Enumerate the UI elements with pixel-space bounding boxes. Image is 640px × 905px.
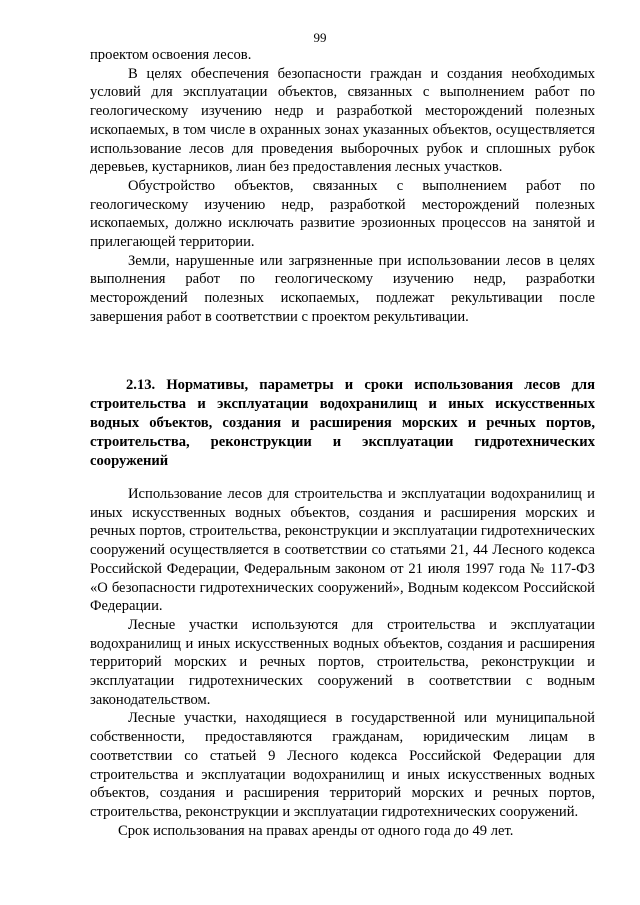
paragraph-lease-term: Срок использования на правах аренды от одного года до 49 лет. bbox=[118, 822, 514, 839]
paragraph-erosion: Обустройство объектов, связанных с выполнением работ по геологическому изучению недр, разработкой месторождений полезных ископаемых, должно исключать развитие эрозионных процессов на занятой и прилегающей территории. bbox=[90, 177, 595, 251]
bottom-section bbox=[90, 485, 595, 840]
top-section bbox=[90, 46, 595, 327]
paragraph-land-provision: Лесные участки, находящиеся в государственной или муниципальной собственности, предоставляются гражданам, юридическим лицам в соответствии со статьей 9 Лесного кодекса Российской Федерации для строительства и эксплуатации водохранилищ и иных искусственных водных объектов, создания и расширения территорий морских и речных портов, строительства, реконструкции и эксплуатации гидротехнических сооружений. bbox=[90, 710, 595, 820]
section-heading-block bbox=[90, 376, 595, 471]
page-number: 99 bbox=[313, 30, 327, 45]
paragraph-recultivation: Земли, нарушенные или загрязненные при использовании лесов в целях выполнения работ по геологическому изучению недр, разработки месторождений полезных ископаемых, подлежат рекультивации после завершения работ в соответствии с проектом рекультивации. bbox=[90, 252, 595, 325]
paragraph-safety-felling: В целях обеспечения безопасности граждан и создания необходимых условий для эксплуатации объектов, связанных с выполнением работ по геологическому изучению недр и разработкой месторождений полезных ископаемых, в том числе в охранных зонах указанных объектов, осуществляется использование лесов для проведения выборочных рубок и сплошных рубок деревьев, кустарников, лиан без предоставления лесных участков. bbox=[90, 65, 595, 176]
paragraph-legal-basis: Использование лесов для строительства и эксплуатации водохранилищ и иных искусственных водных объектов, создания и расширения морских и речных портов, строительства, реконструкции и эксплуатации гидротехнических сооружений осуществляется в соответствии со статьями 21, 44 Лесного кодекса Российской Федерации, Федеральным законом от 21 июля 1997 года № 117-ФЗ «О безопасности гидротехнических сооружений», Водным кодексом Российской Федерации. bbox=[90, 486, 595, 615]
paragraph-water-legislation: Лесные участки используются для строительства и эксплуатации водохранилищ и иных искусственных водных объектов, создания и расширения территорий морских и речных портов, строительства, реконструкции и эксплуатации гидротехнических сооружений в соответствии с водным законодательством. bbox=[90, 616, 595, 708]
paragraph-continuation: проектом освоения лесов. bbox=[90, 47, 252, 63]
section-heading: 2.13. Нормативы, параметры и сроки использования лесов для строительства и эксплуатации водохранилищ и иных искусственных водных объектов, создания и расширения морских и речных портов, строительства, реконструкции и эксплуатации гидротехнических сооружений bbox=[90, 377, 595, 469]
